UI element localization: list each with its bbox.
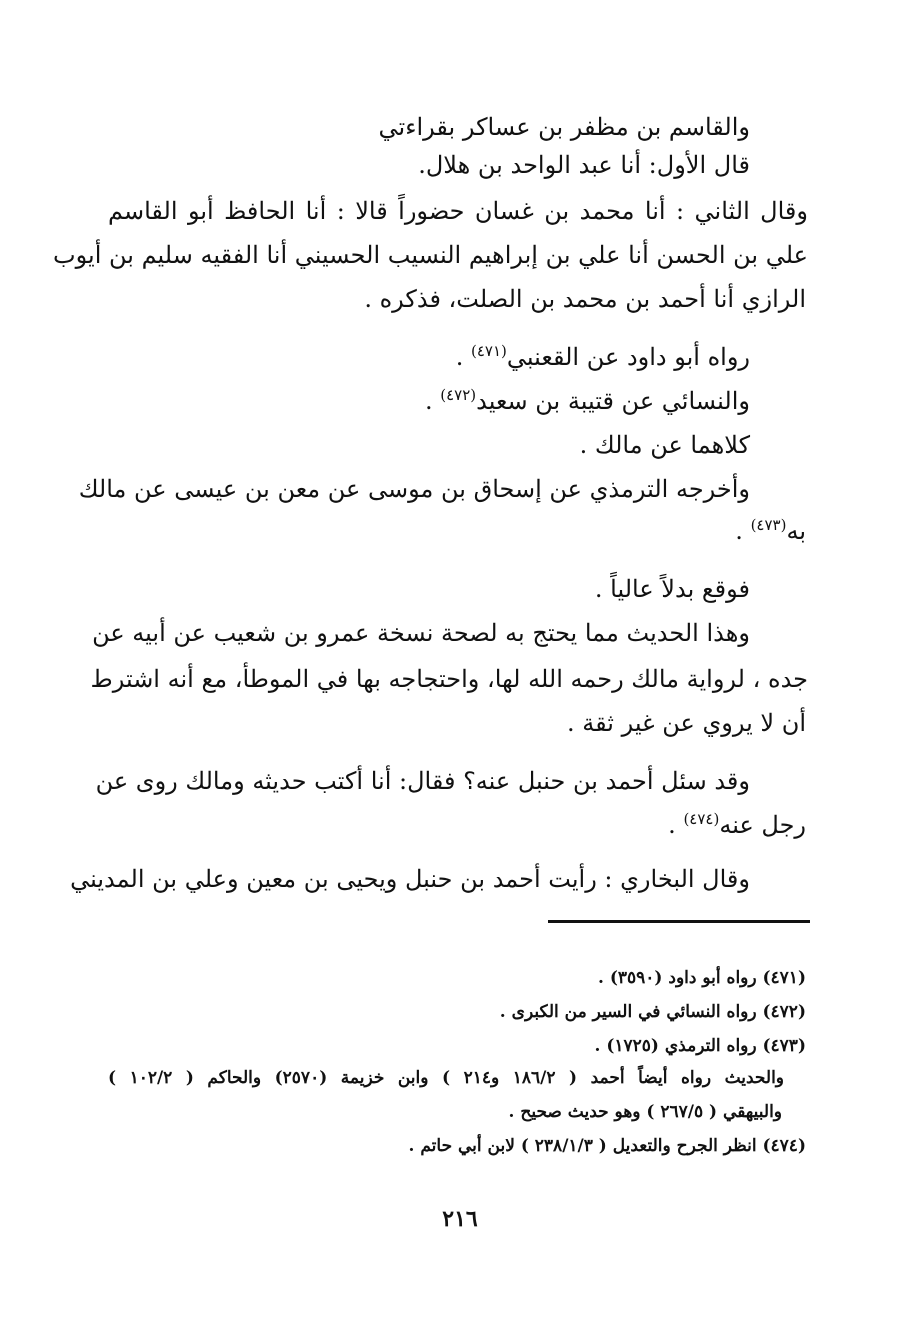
footnote-473-continued-1: والحديث رواه أيضاً أحمد ( ١٨٦/٢ و٢١٤ ) وابن خزيمة (٢٥٧٠) والحاكم ( ١٠٢/٢ ) [108, 1068, 784, 1088]
text-line-5: الرازي أنا أحمد بن محمد بن الصلت، فذكره . [364, 285, 806, 313]
text-line-15: وقد سئل أحمد بن حنبل عنه؟ فقال: أنا أكتب حديثه ومالك روى عن [95, 767, 750, 795]
footnote-474: (٤٧٤) انظر الجرح والتعديل ( ٢٣٨/١/٣ ) لابن أبي حاتم . [408, 1136, 806, 1156]
text-line-7-dot: . [424, 387, 441, 415]
footnote-472: (٤٧٢) رواه النسائي في السير من الكبرى . [499, 1002, 806, 1022]
text-line-9: وأخرجه الترمذي عن إسحاق بن موسى عن معن بن عيسى عن مالك [78, 475, 750, 503]
footnote-separator [548, 920, 810, 923]
text-line-1: والقاسم بن مظفر بن عساكر بقراءتي [378, 113, 750, 141]
footnote-471: (٤٧١) رواه أبو داود (٣٥٩٠) . [598, 968, 806, 988]
text-line-7 [425, 384, 750, 418]
footnote-ref-474[interactable]: (٤٧٤) [683, 810, 720, 828]
text-line-8: كلاهما عن مالك . [579, 431, 750, 459]
text-line-13: جده ، لرواية مالك رحمه الله لها، واحتجاجه بها في الموطأ، مع أنه اشترط [90, 665, 808, 693]
page-number: ٢١٦ [442, 1206, 478, 1232]
text-line-7-body: والنسائي عن قتيبة بن سعيد [476, 387, 750, 415]
text-line-4: علي بن الحسن أنا علي بن إبراهيم النسيب الحسيني أنا الفقيه سليم بن أيوب [53, 241, 808, 269]
text-line-2: قال الأول: أنا عبد الواحد بن هلال. [418, 151, 750, 179]
footnote-ref-472[interactable]: (٤٧٢) [440, 386, 477, 404]
text-line-6-body: رواه أبو داود عن القعنبي [506, 343, 750, 371]
text-line-10 [735, 514, 806, 548]
text-line-10-body: به [786, 517, 806, 545]
text-line-10-dot: . [735, 517, 751, 545]
text-line-14: أن لا يروي عن غير ثقة . [567, 709, 806, 737]
footnote-473-continued-2: والبيهقي ( ٢٦٧/٥ ) وهو حديث صحيح . [508, 1102, 782, 1122]
text-line-16-dot: . [668, 811, 684, 839]
text-line-6-dot: . [455, 343, 472, 371]
text-line-11: فوقع بدلاً عالياً . [594, 575, 750, 603]
text-line-17: وقال البخاري : رأيت أحمد بن حنبل ويحيى بن معين وعلي بن المديني [70, 865, 750, 893]
text-line-6 [456, 340, 750, 374]
footnote-473: (٤٧٣) رواه الترمذي (١٧٢٥) . [594, 1036, 806, 1056]
text-line-3: وقال الثاني : أنا محمد بن غسان حضوراً قالا : أنا الحافظ أبو القاسم [108, 197, 808, 225]
footnote-ref-471[interactable]: (٤٧١) [471, 342, 507, 360]
text-line-12: وهذا الحديث مما يحتج به لصحة نسخة عمرو بن شعيب عن أبيه عن [92, 619, 750, 647]
text-line-16 [668, 808, 806, 842]
footnote-ref-473[interactable]: (٤٧٣) [750, 516, 787, 534]
text-line-16-body: رجل عنه [719, 811, 806, 839]
